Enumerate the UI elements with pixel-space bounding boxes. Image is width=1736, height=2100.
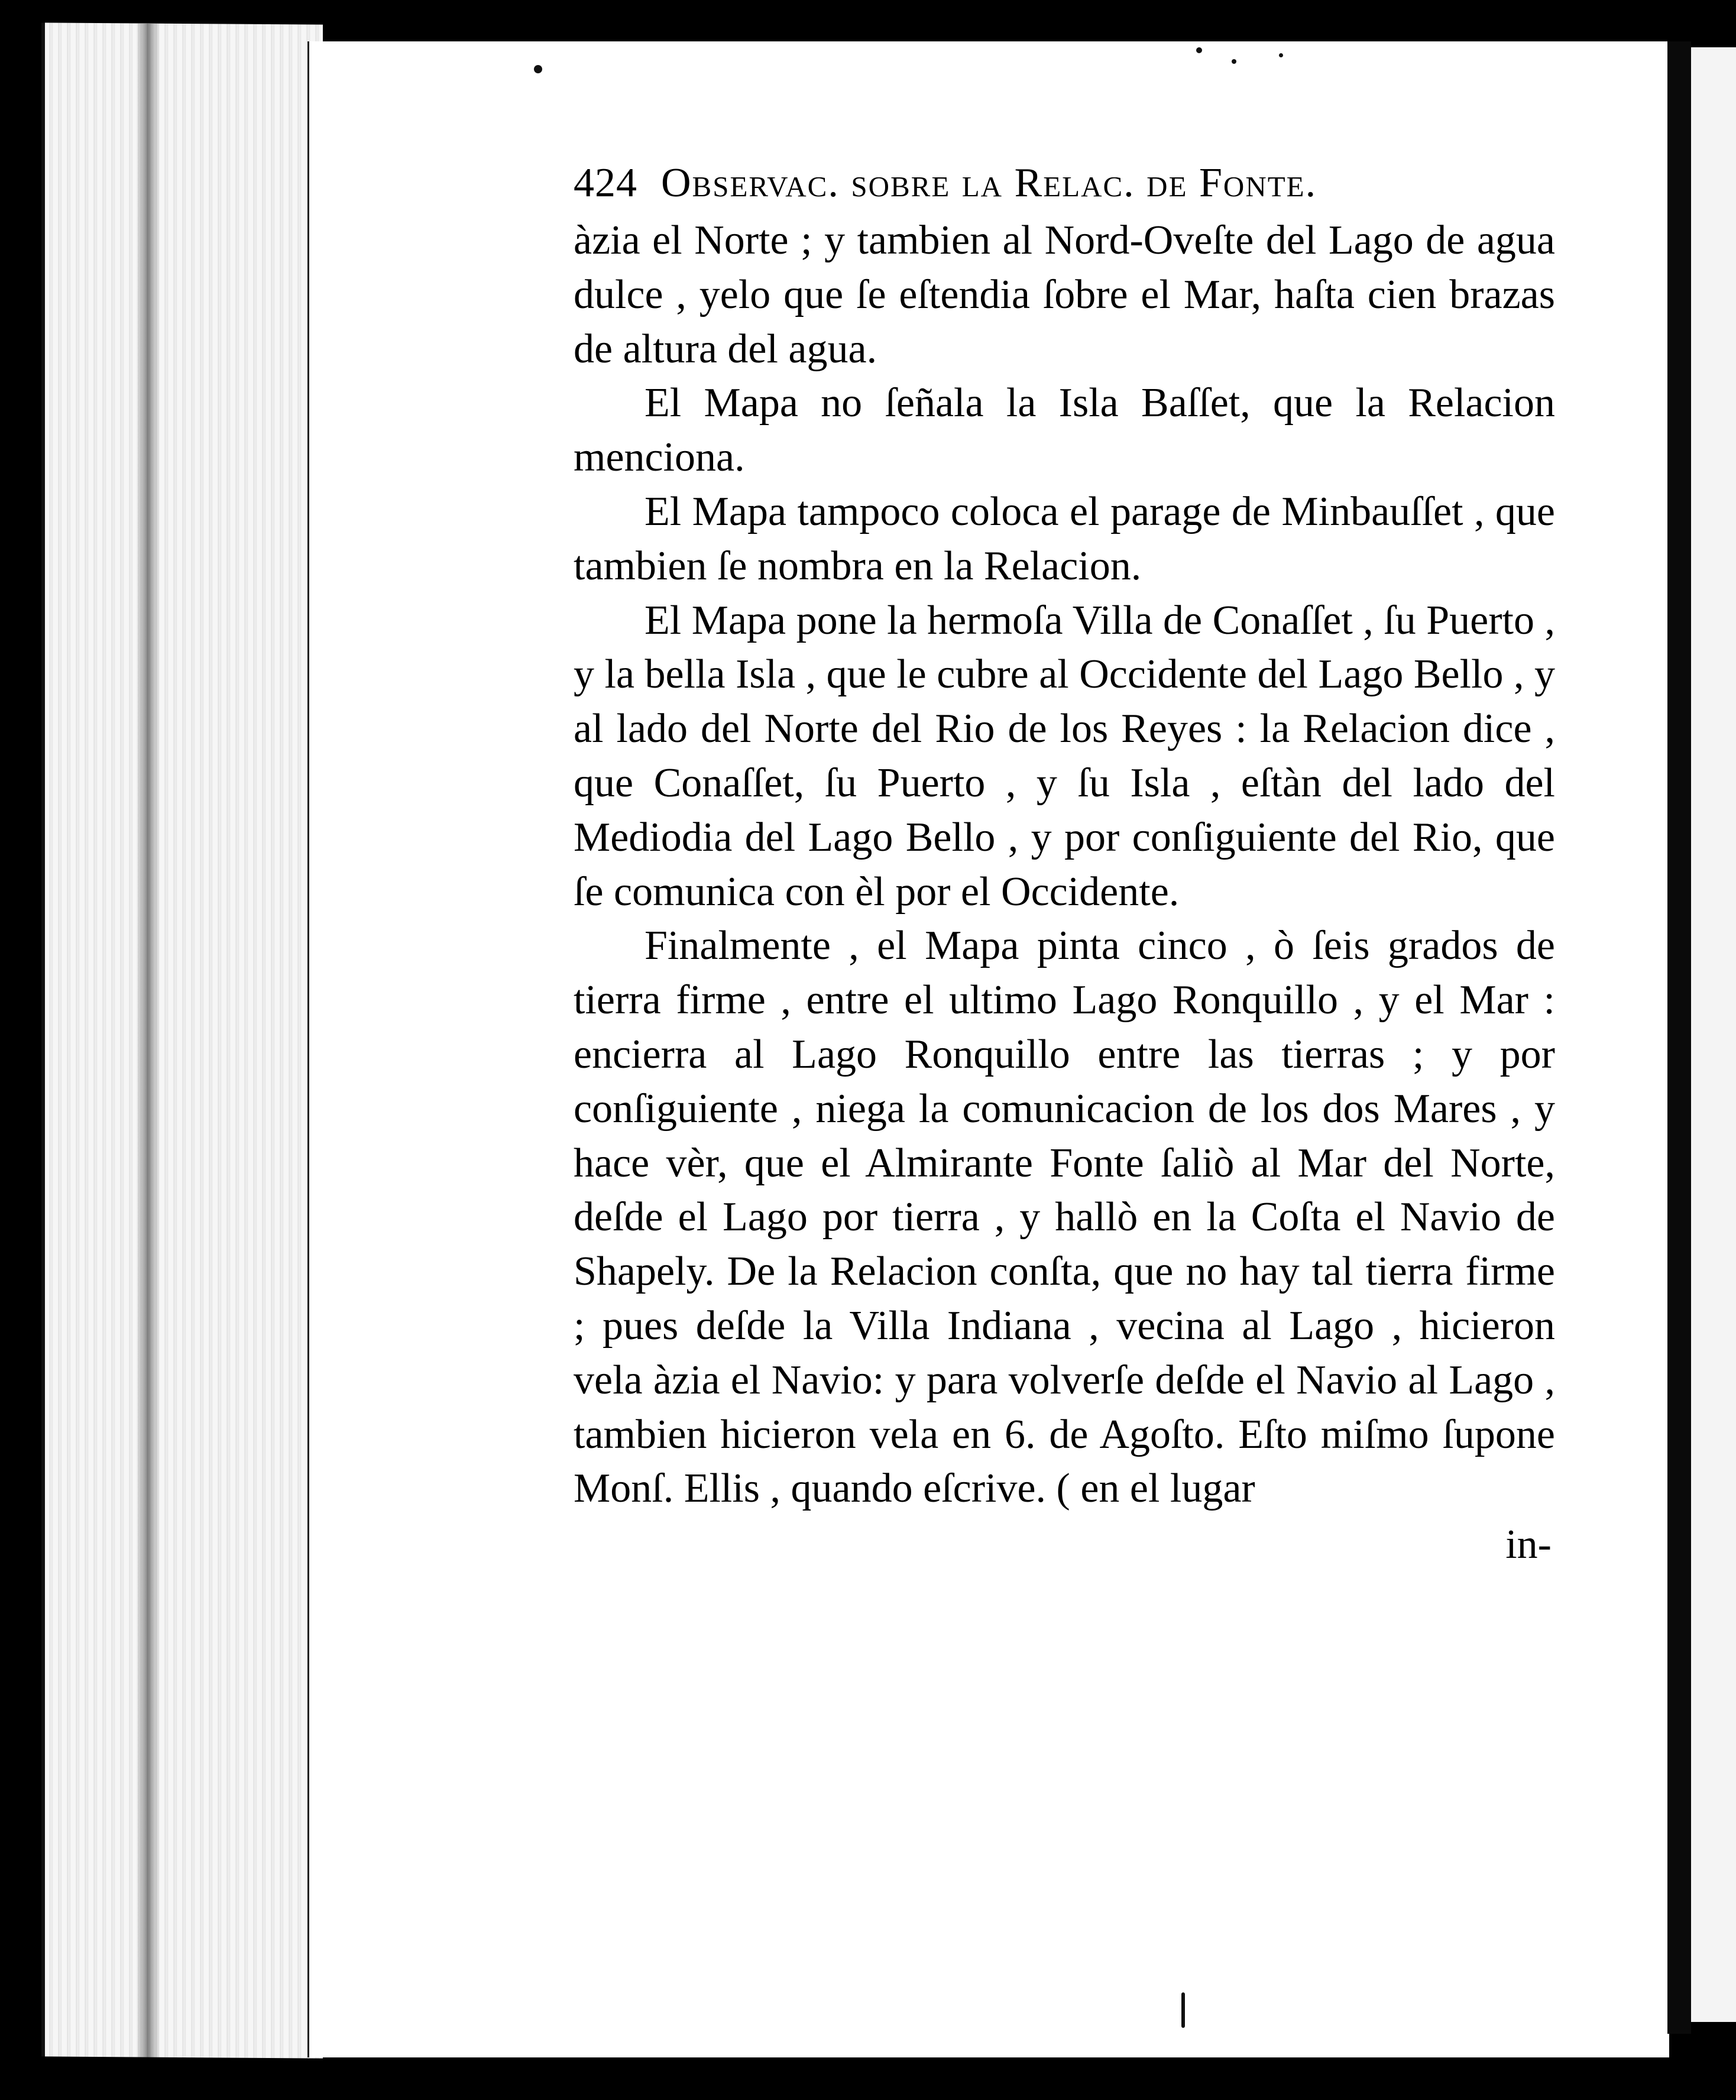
ink-speck: [1181, 1992, 1185, 2028]
paragraph-1: àzia el Norte ; y tambien al Nord-Oveſte del Lago de agua dulce , yelo que ſe eſtendia ſobre el Mar, haſta cien brazas de altura del agua.: [574, 218, 1555, 372]
catchword: in-: [1505, 1522, 1552, 1568]
page-edges-shadow: [136, 24, 160, 2057]
running-title: Observac. sobre la Relac. de Fonte.: [661, 160, 1317, 206]
paragraph-5: Finalmente , el Mapa pinta cinco , ò ſeis grados de tierra firme , entre el ultimo Lago Ronquillo , y el Mar : encierra al Lago Ronquillo entre las tierras ; y por conſiguiente , niega la comunicacion de los dos Mares , y hace vèr, que el Almirante Fonte ſaliò al Mar del Norte, deſde el Lago por tierra , y hallò en la Coſta el Navio de Shapely. De la Relacion conſta, que no hay tal tierra firme ; pues deſde la Villa Indiana , vecina al Lago , hicieron vela àzia el Navio: y para volverſe deſde el Navio al Lago , tambien hicieron vela en 6. de Agoſto. Eſto miſmo ſupone Monſ. Ellis , quando eſcrive. ( en el lugar: [574, 923, 1555, 1512]
ink-speck: [1232, 59, 1236, 64]
ink-speck: [1279, 53, 1283, 57]
page-number: 424: [574, 160, 637, 206]
paragraph-2: El Mapa no ſeñala la Isla Baſſet, que la Relacion menciona.: [574, 380, 1555, 481]
ink-speck: [1196, 47, 1202, 53]
ink-speck: [534, 65, 542, 73]
page-text: [574, 157, 1555, 1571]
page-gutter: [1667, 41, 1691, 2034]
facing-page-edge: [1691, 47, 1736, 2022]
running-header: [574, 157, 1555, 210]
paragraph-3: El Mapa tampoco coloca el parage de Minbauſſet , que tambien ſe nombra en la Relacion.: [574, 488, 1555, 589]
paragraph-4: El Mapa pone la hermoſa Villa de Conaſſet , ſu Puerto , y la bella Isla , que le cubre al Occidente del Lago Bello , y al lado del Norte del Rio de los Reyes : la Relacion dice , que Conaſſet, ſu Puerto , y ſu Isla , eſtàn del lado del Mediodia del Lago Bello , y por conſiguiente del Rio, que ſe comunica con èl por el Occidente.: [574, 597, 1555, 915]
book-page-edges: [41, 22, 323, 2058]
